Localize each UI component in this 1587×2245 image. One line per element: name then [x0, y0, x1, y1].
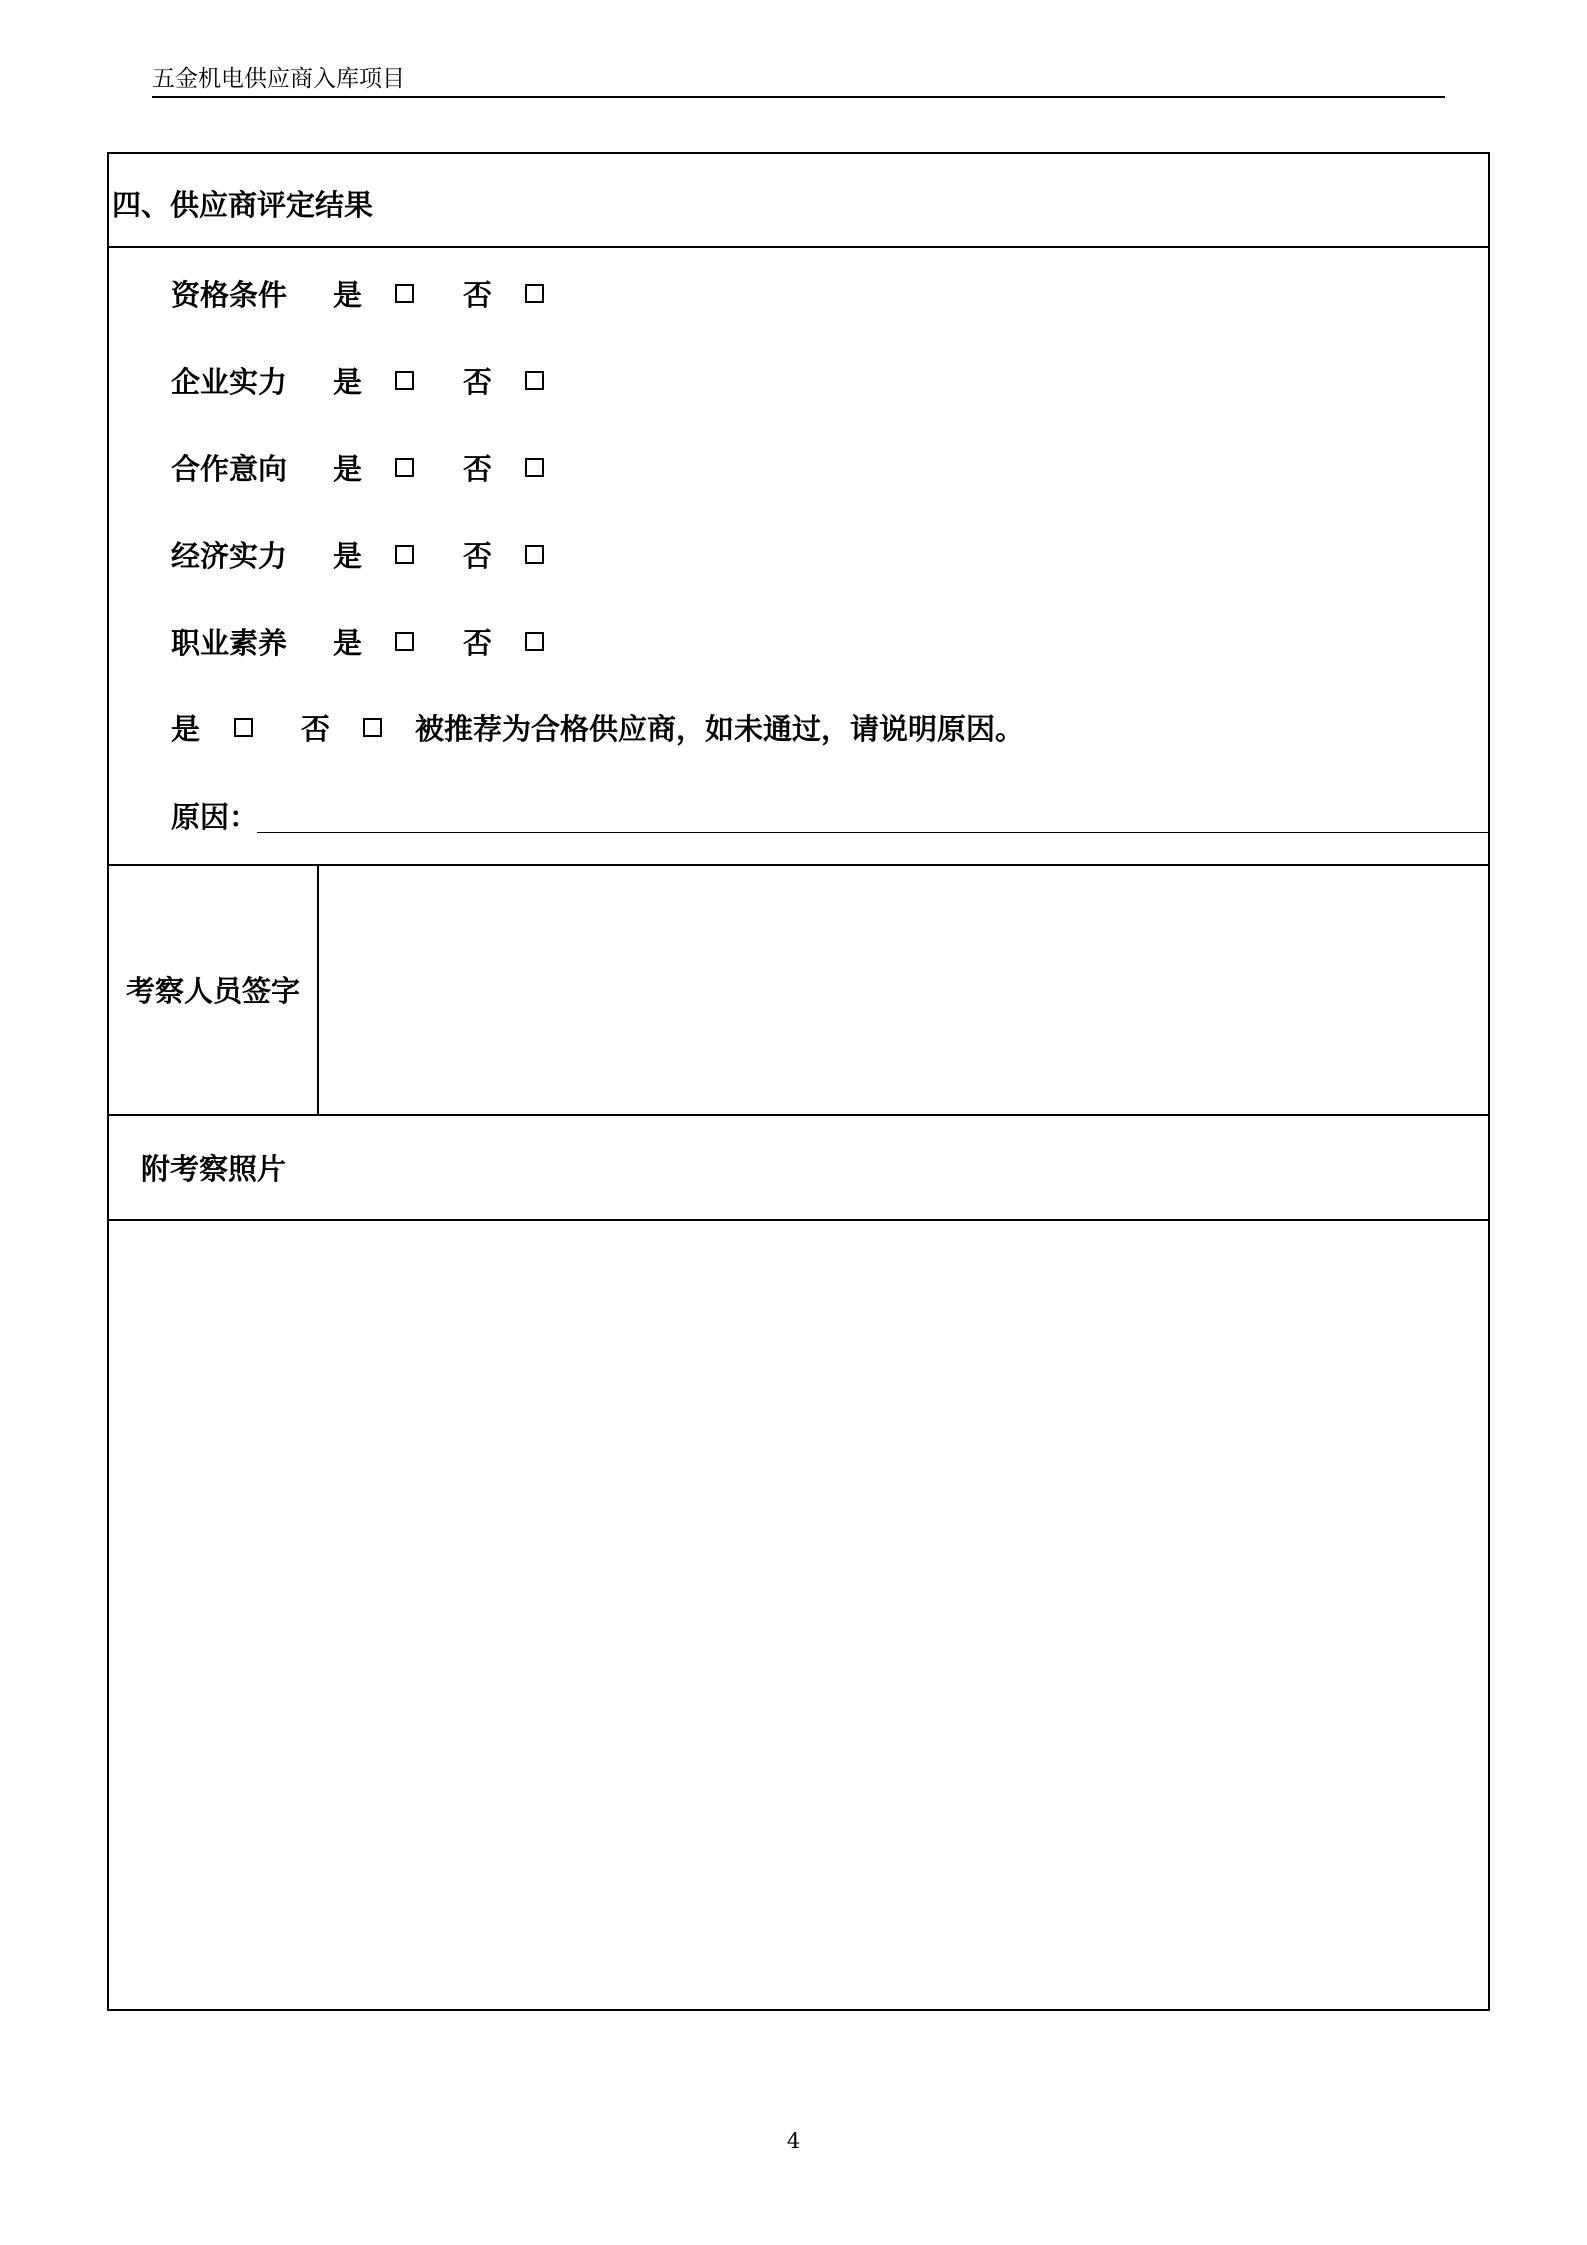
reason-label: 原因： [171, 800, 259, 834]
no-label: 否 [463, 539, 493, 573]
no-label: 否 [463, 278, 493, 312]
criteria-label: 职业素养 [171, 626, 288, 660]
signature-column-divider [317, 864, 319, 1114]
yes-label: 是 [333, 278, 363, 312]
criteria-label: 资格条件 [171, 278, 288, 312]
yes-label: 是 [333, 452, 363, 486]
criteria-label: 企业实力 [171, 365, 288, 399]
divider-below-title [109, 246, 1488, 248]
no-checkbox[interactable] [525, 371, 544, 390]
recommend-yes-label: 是 [171, 712, 201, 746]
recommend-yes-checkbox[interactable] [234, 718, 253, 737]
recommendation-text: 被推荐为合格供应商，如未通过，请说明原因。 [415, 712, 1025, 746]
yes-checkbox[interactable] [395, 545, 414, 564]
criteria-label: 合作意向 [171, 452, 288, 486]
yes-checkbox[interactable] [395, 632, 414, 651]
yes-label: 是 [333, 365, 363, 399]
signature-label: 考察人员签字 [125, 974, 300, 1008]
document-header-title: 五金机电供应商入库项目 [152, 66, 405, 92]
page-number: 4 [786, 2129, 801, 2153]
divider-below-photos-label [109, 1219, 1488, 1221]
no-checkbox[interactable] [525, 632, 544, 651]
no-checkbox[interactable] [525, 284, 544, 303]
yes-label: 是 [333, 539, 363, 573]
yes-label: 是 [333, 626, 363, 660]
divider-below-signature [109, 1114, 1488, 1116]
recommend-no-label: 否 [301, 712, 331, 746]
evaluation-form-table [107, 152, 1490, 2011]
header-divider [152, 96, 1445, 98]
no-label: 否 [463, 365, 493, 399]
yes-checkbox[interactable] [395, 284, 414, 303]
section-title: 四、供应商评定结果 [112, 188, 374, 222]
yes-checkbox[interactable] [395, 371, 414, 390]
reason-input-line[interactable] [257, 832, 1489, 833]
no-label: 否 [463, 452, 493, 486]
criteria-label: 经济实力 [171, 539, 288, 573]
no-checkbox[interactable] [525, 545, 544, 564]
no-checkbox[interactable] [525, 458, 544, 477]
no-label: 否 [463, 626, 493, 660]
photos-label: 附考察照片 [141, 1152, 287, 1186]
yes-checkbox[interactable] [395, 458, 414, 477]
divider-below-reason [109, 864, 1488, 866]
recommend-no-checkbox[interactable] [363, 718, 382, 737]
